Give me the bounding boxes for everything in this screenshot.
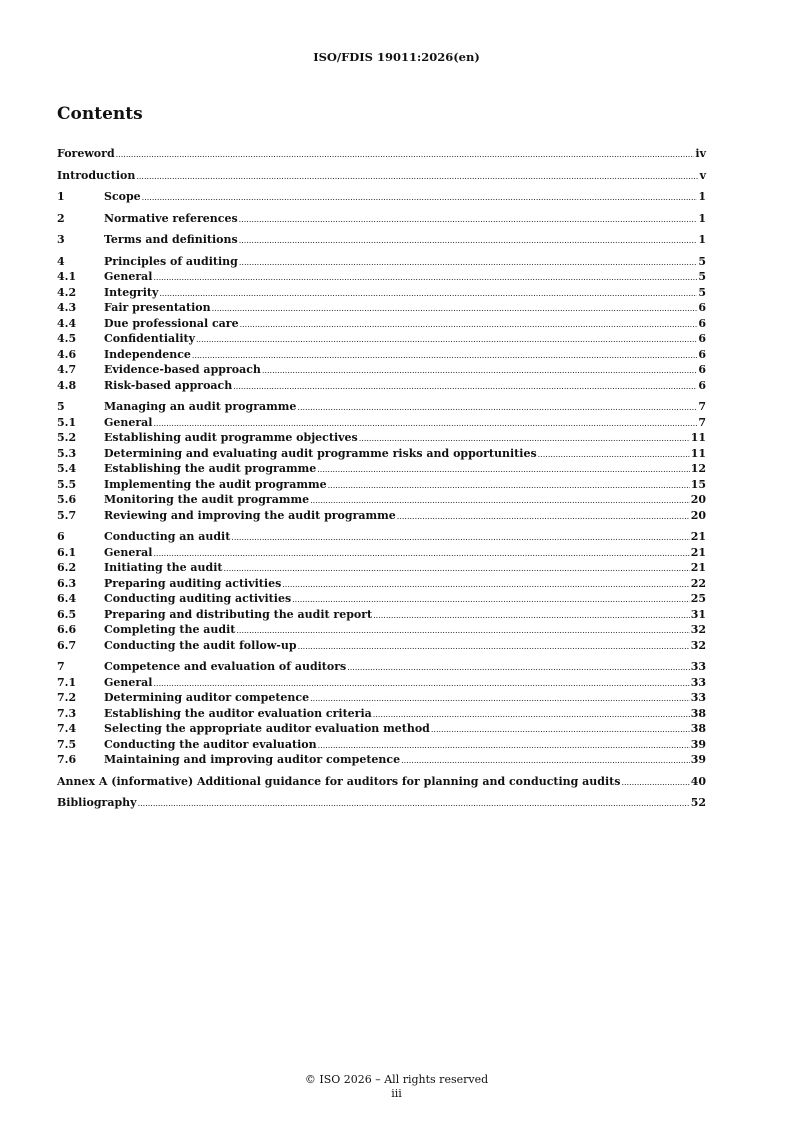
toc-entry-number: 5.5: [57, 477, 77, 491]
toc-group-clause-2: [57, 211, 706, 227]
toc-entry[interactable]: [57, 737, 706, 753]
toc-entry-title[interactable]: Terms and definitions: [104, 233, 238, 246]
toc-entry[interactable]: [57, 378, 706, 394]
toc-entry[interactable]: [57, 529, 706, 545]
toc-entry-title[interactable]: Annex A (informative) Additional guidance for auditors for planning and conducting audits: [57, 774, 621, 788]
toc-entry-number: 6.1: [57, 545, 77, 559]
toc-entry[interactable]: [57, 399, 706, 415]
toc-entry-number: 6.2: [57, 561, 77, 574]
toc-entry[interactable]: [57, 545, 706, 561]
toc-entry-title[interactable]: Initiating the audit: [104, 561, 223, 574]
toc-entry-title[interactable]: Scope: [104, 190, 141, 203]
toc-entry-title[interactable]: Selecting the appropriate auditor evaluation method: [104, 722, 430, 735]
toc-leader-dots: [154, 416, 698, 432]
toc-entry-page[interactable]: 6: [698, 332, 706, 345]
toc-entry[interactable]: [57, 269, 706, 285]
toc-entry[interactable]: [57, 415, 706, 431]
toc-group-clause-5: [57, 399, 706, 523]
toc-entry-page[interactable]: 6: [698, 316, 706, 330]
toc-entry[interactable]: [57, 492, 706, 508]
toc-entry[interactable]: [57, 168, 706, 184]
toc-group-clause-1: [57, 189, 706, 205]
table-of-contents: [57, 146, 706, 817]
toc-entry-title[interactable]: Evidence-based approach: [104, 363, 261, 376]
toc-leader-dots: [538, 447, 690, 463]
page-number: iii: [391, 1087, 402, 1100]
toc-entry-number: 7: [57, 660, 65, 673]
toc-entry-page[interactable]: 38: [690, 722, 706, 735]
toc-entry-number: 5.6: [57, 493, 77, 506]
toc-entry-number: 7.2: [57, 691, 77, 704]
toc-entry-title[interactable]: Preparing auditing activities: [104, 576, 282, 590]
toc-entry[interactable]: [57, 659, 706, 675]
toc-entry-title[interactable]: General: [104, 675, 153, 689]
toc-group-clause-7: [57, 659, 706, 768]
toc-entry-page[interactable]: 5: [698, 270, 706, 283]
toc-entry-page[interactable]: 40: [690, 774, 706, 788]
toc-entry-title[interactable]: Competence and evaluation of auditors: [104, 660, 347, 673]
toc-leader-dots: [116, 147, 695, 163]
toc-entry-number: 6: [57, 530, 65, 543]
toc-entry-number: 7.5: [57, 737, 77, 751]
toc-entry[interactable]: [57, 638, 706, 654]
toc-leader-dots: [328, 478, 690, 494]
toc-entry-title[interactable]: Determining and evaluating audit programme risks and opportunities: [104, 446, 537, 460]
toc-leader-dots: [397, 509, 690, 525]
toc-entry-page[interactable]: 11: [690, 431, 706, 444]
toc-entry-page[interactable]: 32: [690, 623, 706, 636]
toc-entry-number: 4.6: [57, 347, 77, 361]
toc-leader-dots: [292, 592, 690, 608]
toc-entry-number: 4.5: [57, 332, 77, 345]
page-title: Contents: [57, 104, 143, 124]
toc-entry[interactable]: [57, 622, 706, 638]
toc-entry-page[interactable]: 11: [690, 446, 706, 460]
toc-entry-title[interactable]: Introduction: [57, 168, 136, 182]
toc-group-bibliography: [57, 795, 706, 811]
toc-leader-dots: [154, 676, 690, 692]
toc-leader-dots: [359, 431, 690, 447]
toc-entry-number: 6.7: [57, 638, 77, 652]
toc-entry[interactable]: [57, 774, 706, 790]
toc-leader-dots: [373, 608, 690, 624]
toc-entry-title[interactable]: Implementing the audit programme: [104, 477, 327, 491]
toc-entry-number: 6.4: [57, 592, 77, 605]
toc-entry-title[interactable]: Bibliography: [57, 796, 137, 809]
toc-entry-page[interactable]: 25: [690, 592, 706, 605]
toc-entry-title[interactable]: Maintaining and improving auditor competence: [104, 753, 401, 766]
toc-entry-title[interactable]: Conducting the auditor evaluation: [104, 737, 317, 751]
toc-entry-number: 4.7: [57, 363, 77, 376]
toc-entry-title[interactable]: Establishing the auditor evaluation criteria: [104, 706, 372, 720]
toc-entry-number: 4.3: [57, 301, 77, 314]
toc-entry-title[interactable]: Confidentiality: [104, 332, 195, 345]
toc-entry[interactable]: [57, 675, 706, 691]
toc-entry[interactable]: [57, 795, 706, 811]
toc-entry-number: 3: [57, 233, 65, 246]
toc-leader-dots: [317, 462, 689, 478]
toc-entry[interactable]: [57, 285, 706, 301]
toc-entry-title[interactable]: Reviewing and improving the audit programme: [104, 508, 396, 522]
toc-entry-page[interactable]: 21: [690, 561, 706, 574]
toc-entry-page[interactable]: 20: [690, 493, 706, 506]
toc-entry-title[interactable]: Conducting the audit follow-up: [104, 638, 297, 652]
toc-entry[interactable]: [57, 362, 706, 378]
toc-entry-number: 4: [57, 254, 65, 268]
toc-entry-page[interactable]: 38: [690, 706, 706, 720]
toc-entry[interactable]: [57, 508, 706, 524]
toc-entry-number: 4.2: [57, 285, 77, 299]
toc-entry-number: 7.6: [57, 753, 77, 766]
toc-leader-dots: [297, 400, 697, 416]
toc-entry-page[interactable]: 7: [698, 415, 706, 429]
toc-entry-title[interactable]: Normative references: [104, 211, 238, 225]
toc-leader-dots: [159, 286, 697, 302]
toc-entry-number: 4.8: [57, 378, 77, 392]
toc-entry-title[interactable]: Conducting an audit: [104, 530, 231, 543]
toc-group-clause-4: [57, 254, 706, 394]
toc-entry[interactable]: [57, 446, 706, 462]
toc-entry-page[interactable]: 20: [690, 508, 706, 522]
toc-entry-title[interactable]: Establishing the audit programme: [104, 462, 317, 475]
toc-entry[interactable]: [57, 254, 706, 270]
toc-entry-page[interactable]: 22: [690, 576, 706, 590]
toc-entry-number: 5.3: [57, 446, 77, 460]
toc-entry-page[interactable]: 33: [690, 660, 706, 673]
toc-entry-number: 6.5: [57, 607, 77, 621]
toc-entry-title[interactable]: Establishing audit programme objectives: [104, 431, 358, 444]
toc-entry[interactable]: [57, 232, 706, 248]
toc-group-foreword: [57, 146, 706, 162]
toc-entry[interactable]: [57, 461, 706, 477]
toc-entry-page[interactable]: 6: [698, 363, 706, 376]
toc-leader-dots: [236, 623, 689, 639]
toc-entry-page[interactable]: 32: [690, 638, 706, 652]
toc-leader-dots: [138, 796, 690, 812]
toc-entry-page[interactable]: 39: [690, 753, 706, 766]
toc-entry-title[interactable]: Due professional care: [104, 316, 239, 330]
toc-entry[interactable]: [57, 316, 706, 332]
toc-entry-page[interactable]: 1: [698, 233, 706, 246]
toc-entry-page[interactable]: 52: [690, 796, 706, 809]
toc-entry-page[interactable]: 7: [698, 400, 706, 413]
toc-entry-number: 5.7: [57, 508, 77, 522]
toc-entry[interactable]: [57, 706, 706, 722]
toc-entry-title[interactable]: Preparing and distributing the audit report: [104, 607, 373, 621]
toc-entry-title[interactable]: Monitoring the audit programme: [104, 493, 310, 506]
toc-entry-number: 5.4: [57, 462, 77, 475]
toc-entry-page[interactable]: 21: [690, 545, 706, 559]
toc-entry[interactable]: [57, 560, 706, 576]
toc-entry-page[interactable]: iv: [695, 147, 706, 160]
toc-entry-title[interactable]: Independence: [104, 347, 191, 361]
page-footer: [0, 1073, 793, 1101]
toc-entry[interactable]: [57, 300, 706, 316]
toc-entry-number: 6.3: [57, 576, 77, 590]
toc-entry-title[interactable]: General: [104, 545, 153, 559]
toc-leader-dots: [239, 255, 697, 271]
toc-leader-dots: [318, 738, 690, 754]
toc-entry-page[interactable]: 5: [698, 285, 706, 299]
toc-group-annex-a: [57, 774, 706, 790]
toc-entry[interactable]: [57, 347, 706, 363]
toc-entry-page[interactable]: v: [699, 168, 706, 182]
toc-leader-dots: [282, 577, 689, 593]
toc-leader-dots: [223, 561, 689, 577]
toc-group-clause-3: [57, 232, 706, 248]
toc-entry-page[interactable]: 6: [698, 347, 706, 361]
toc-entry-page[interactable]: 6: [698, 378, 706, 392]
toc-entry-number: 6.6: [57, 623, 77, 636]
toc-leader-dots: [239, 212, 698, 228]
toc-entry-number: 4.1: [57, 270, 77, 283]
toc-leader-dots: [240, 317, 698, 333]
toc-leader-dots: [310, 493, 690, 509]
toc-entry[interactable]: [57, 211, 706, 227]
toc-entry-title[interactable]: Principles of auditing: [104, 254, 238, 268]
toc-leader-dots: [231, 530, 689, 546]
toc-leader-dots: [262, 363, 697, 379]
toc-leader-dots: [154, 546, 690, 562]
toc-entry-page[interactable]: 12: [690, 462, 706, 475]
toc-entry-title[interactable]: General: [104, 270, 153, 283]
toc-leader-dots: [192, 348, 697, 364]
toc-entry-title[interactable]: Managing an audit programme: [104, 400, 297, 413]
document-header: [0, 50, 793, 64]
toc-entry[interactable]: [57, 331, 706, 347]
toc-entry-title[interactable]: Integrity: [104, 285, 159, 299]
toc-entry-number: 5: [57, 400, 65, 413]
toc-entry[interactable]: [57, 690, 706, 706]
toc-entry-number: 7.4: [57, 722, 77, 735]
toc-entry-page[interactable]: 33: [690, 675, 706, 689]
toc-leader-dots: [347, 660, 689, 676]
toc-entry-page[interactable]: 39: [690, 737, 706, 751]
toc-entry-page[interactable]: 21: [690, 530, 706, 543]
toc-entry[interactable]: [57, 576, 706, 592]
toc-entry-number: 7.1: [57, 675, 77, 689]
toc-entry-number: 5.2: [57, 431, 77, 444]
toc-entry-number: 4.4: [57, 316, 77, 330]
toc-entry[interactable]: [57, 477, 706, 493]
toc-entry-number: 5.1: [57, 415, 77, 429]
toc-leader-dots: [142, 190, 698, 206]
toc-entry-number: 1: [57, 190, 65, 203]
toc-entry-title[interactable]: General: [104, 415, 153, 429]
toc-entry[interactable]: [57, 607, 706, 623]
toc-entry[interactable]: [57, 430, 706, 446]
toc-entry[interactable]: [57, 189, 706, 205]
toc-entry-page[interactable]: 15: [690, 477, 706, 491]
toc-entry-title[interactable]: Fair presentation: [104, 301, 211, 314]
toc-leader-dots: [401, 753, 690, 769]
toc-group-clause-6: [57, 529, 706, 653]
toc-entry-number: 2: [57, 211, 65, 225]
toc-leader-dots: [621, 775, 689, 791]
toc-entry-number: 7.3: [57, 706, 77, 720]
toc-leader-dots: [431, 722, 690, 738]
toc-entry-title[interactable]: Risk-based approach: [104, 378, 233, 392]
toc-entry-page[interactable]: 1: [698, 190, 706, 203]
toc-leader-dots: [310, 691, 690, 707]
toc-leader-dots: [233, 379, 697, 395]
toc-entry-page[interactable]: 33: [690, 691, 706, 704]
toc-leader-dots: [298, 639, 690, 655]
toc-leader-dots: [373, 707, 690, 723]
toc-entry-page[interactable]: 1: [698, 211, 706, 225]
copyright-notice: © ISO 2026 – All rights reserved: [304, 1073, 489, 1086]
toc-entry-title[interactable]: Foreword: [57, 147, 115, 160]
toc-entry-title[interactable]: Determining auditor competence: [104, 691, 310, 704]
toc-entry-page[interactable]: 31: [690, 607, 706, 621]
toc-leader-dots: [154, 270, 698, 286]
toc-entry[interactable]: [57, 752, 706, 768]
toc-entry-title[interactable]: Conducting auditing activities: [104, 592, 292, 605]
toc-entry[interactable]: [57, 721, 706, 737]
document-id: ISO/FDIS 19011:2026(en): [313, 50, 480, 64]
toc-group-introduction: [57, 168, 706, 184]
toc-leader-dots: [212, 301, 698, 317]
toc-entry-page[interactable]: 5: [698, 254, 706, 268]
toc-leader-dots: [196, 332, 697, 348]
toc-leader-dots: [239, 233, 698, 249]
toc-entry-title[interactable]: Completing the audit: [104, 623, 236, 636]
toc-entry[interactable]: [57, 591, 706, 607]
toc-leader-dots: [136, 169, 698, 185]
toc-entry[interactable]: [57, 146, 706, 162]
toc-entry-page[interactable]: 6: [698, 301, 706, 314]
